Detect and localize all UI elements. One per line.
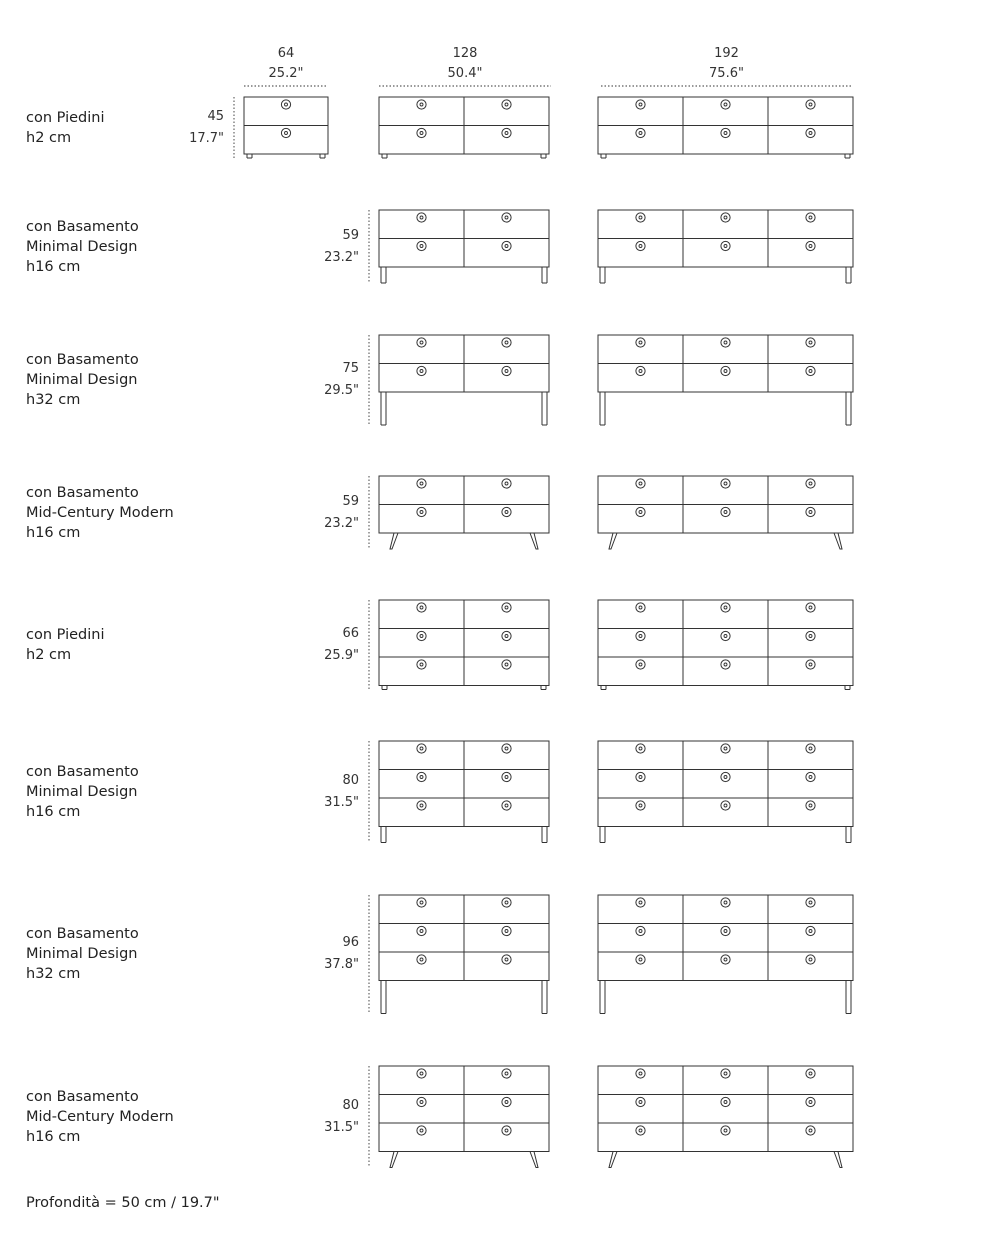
drawer-knob-icon xyxy=(721,241,730,250)
drawer-knob-icon xyxy=(806,631,815,640)
drawer-knob-icon xyxy=(502,744,511,753)
drawer-knob-icon xyxy=(502,366,511,375)
drawer-knob-center-icon xyxy=(505,1101,508,1104)
drawer-knob-icon xyxy=(417,366,426,375)
height-cm-label: 80 xyxy=(342,1097,359,1113)
drawer-knob-center-icon xyxy=(505,482,508,485)
drawer-knob-center-icon xyxy=(420,930,423,933)
width-inch-label: 50.4" xyxy=(447,66,483,81)
drawer-knob-center-icon xyxy=(505,1129,508,1132)
drawer-knob-center-icon xyxy=(505,930,508,933)
cabinet-body xyxy=(598,600,853,686)
drawer-knob-icon xyxy=(502,955,511,964)
drawer-knob-icon xyxy=(417,507,426,516)
row-label-line: con Basamento xyxy=(26,484,139,501)
drawer-knob-center-icon xyxy=(420,804,423,807)
drawer-knob-icon xyxy=(636,926,645,935)
row-label-line: Minimal Design xyxy=(26,238,138,255)
drawer-knob-icon xyxy=(417,128,426,137)
drawer-knob-center-icon xyxy=(809,958,812,961)
row-label-line: h16 cm xyxy=(26,803,81,820)
drawer-knob-center-icon xyxy=(724,747,727,750)
drawer-knob-icon xyxy=(806,744,815,753)
drawer-knob-center-icon xyxy=(639,245,642,248)
mid-century-leg-right xyxy=(530,533,538,549)
drawer-knob-center-icon xyxy=(639,804,642,807)
drawer-knob-icon xyxy=(502,603,511,612)
row-label-line: Mid-Century Modern xyxy=(26,1108,174,1125)
cabinet-body xyxy=(598,1066,853,1152)
drawer-knob-center-icon xyxy=(420,511,423,514)
row-label-line: h16 cm xyxy=(26,524,81,541)
drawer-knob-center-icon xyxy=(724,1101,727,1104)
drawer-knob-center-icon xyxy=(809,663,812,666)
drawer-knob-icon xyxy=(502,926,511,935)
drawer-knob-center-icon xyxy=(639,1101,642,1104)
drawer-knob-icon xyxy=(502,898,511,907)
drawer-knob-icon xyxy=(721,128,730,137)
drawer-knob-icon xyxy=(417,479,426,488)
drawer-knob-center-icon xyxy=(420,482,423,485)
drawer-knob-center-icon xyxy=(724,663,727,666)
drawer-knob-center-icon xyxy=(505,635,508,638)
drawer-knob-icon xyxy=(502,241,511,250)
drawer-knob-icon xyxy=(721,507,730,516)
drawer-knob-center-icon xyxy=(420,606,423,609)
row-label-line: con Piedini xyxy=(26,626,105,643)
drawer-knob-center-icon xyxy=(639,132,642,135)
drawer-knob-center-icon xyxy=(505,958,508,961)
drawer-knob-icon xyxy=(636,100,645,109)
drawer-knob-icon xyxy=(636,507,645,516)
drawer-knob-icon xyxy=(721,338,730,347)
drawer-knob-icon xyxy=(721,898,730,907)
drawer-knob-icon xyxy=(502,100,511,109)
drawer-knob-center-icon xyxy=(639,341,642,344)
drawer-knob-icon xyxy=(806,479,815,488)
drawer-knob-icon xyxy=(417,801,426,810)
drawer-knob-icon xyxy=(721,926,730,935)
drawer-knob-icon xyxy=(721,801,730,810)
drawer-knob-center-icon xyxy=(420,132,423,135)
drawer-knob-icon xyxy=(721,1069,730,1078)
drawer-knob-icon xyxy=(636,128,645,137)
mid-century-leg-left xyxy=(390,1152,398,1168)
drawer-knob-center-icon xyxy=(809,776,812,779)
drawer-knob-center-icon xyxy=(420,1072,423,1075)
drawer-knob-icon xyxy=(806,801,815,810)
row-label-line: con Basamento xyxy=(26,926,139,943)
drawer-knob-center-icon xyxy=(505,901,508,904)
drawer-knob-center-icon xyxy=(505,132,508,135)
row-label-line: Minimal Design xyxy=(26,946,138,963)
drawer-knob-center-icon xyxy=(724,635,727,638)
row-label-line: con Basamento xyxy=(26,763,139,780)
drawer-knob-center-icon xyxy=(285,132,288,135)
drawer-knob-icon xyxy=(502,128,511,137)
drawer-knob-center-icon xyxy=(639,663,642,666)
drawer-knob-icon xyxy=(417,213,426,222)
drawer-knob-center-icon xyxy=(809,245,812,248)
drawer-knob-center-icon xyxy=(505,663,508,666)
drawer-knob-center-icon xyxy=(724,341,727,344)
drawer-knob-icon xyxy=(417,338,426,347)
drawer-knob-center-icon xyxy=(505,103,508,106)
drawer-knob-icon xyxy=(806,100,815,109)
drawer-knob-icon xyxy=(417,898,426,907)
drawer-knob-icon xyxy=(721,366,730,375)
drawer-knob-center-icon xyxy=(639,930,642,933)
drawer-knob-icon xyxy=(502,631,511,640)
drawer-knob-icon xyxy=(806,955,815,964)
drawer-knob-icon xyxy=(636,660,645,669)
drawer-knob-center-icon xyxy=(724,1072,727,1075)
cabinet-body xyxy=(598,895,853,981)
drawer-knob-icon xyxy=(806,213,815,222)
drawer-knob-center-icon xyxy=(809,930,812,933)
drawer-knob-icon xyxy=(806,128,815,137)
drawer-knob-icon xyxy=(636,898,645,907)
drawer-knob-icon xyxy=(721,955,730,964)
drawer-knob-center-icon xyxy=(639,1129,642,1132)
drawer-knob-center-icon xyxy=(505,606,508,609)
drawer-knob-icon xyxy=(502,479,511,488)
drawer-knob-center-icon xyxy=(639,1072,642,1075)
drawer-knob-icon xyxy=(417,926,426,935)
height-inch-label: 25.9" xyxy=(324,647,359,663)
height-inch-label: 23.2" xyxy=(324,515,359,531)
drawer-knob-center-icon xyxy=(505,341,508,344)
drawer-knob-icon xyxy=(806,1097,815,1106)
drawer-knob-center-icon xyxy=(724,216,727,219)
height-inch-label: 31.5" xyxy=(324,1119,359,1135)
drawer-knob-icon xyxy=(417,744,426,753)
drawer-knob-center-icon xyxy=(639,511,642,514)
row-label-line: h2 cm xyxy=(26,129,72,146)
drawer-knob-icon xyxy=(806,507,815,516)
drawer-knob-center-icon xyxy=(639,776,642,779)
depth-note: Profondità = 50 cm / 19.7" xyxy=(26,1195,220,1211)
drawer-knob-icon xyxy=(806,338,815,347)
drawer-knob-icon xyxy=(636,1069,645,1078)
drawer-knob-icon xyxy=(636,241,645,250)
drawer-knob-icon xyxy=(636,744,645,753)
mid-century-leg-right xyxy=(834,533,842,549)
width-cm-label: 192 xyxy=(714,46,739,61)
width-cm-label: 64 xyxy=(277,46,295,61)
drawer-knob-center-icon xyxy=(724,245,727,248)
drawer-knob-center-icon xyxy=(809,606,812,609)
drawer-knob-center-icon xyxy=(809,132,812,135)
drawer-knob-icon xyxy=(636,1126,645,1135)
row-label-line: con Basamento xyxy=(26,218,139,235)
drawer-knob-center-icon xyxy=(639,482,642,485)
drawer-knob-center-icon xyxy=(420,370,423,373)
drawer-knob-icon xyxy=(806,660,815,669)
height-cm-label: 96 xyxy=(342,935,359,951)
drawer-knob-center-icon xyxy=(420,1101,423,1104)
drawer-knob-icon xyxy=(636,1097,645,1106)
drawer-knob-icon xyxy=(417,1097,426,1106)
drawer-knob-icon xyxy=(636,603,645,612)
drawer-knob-center-icon xyxy=(639,958,642,961)
drawer-knob-icon xyxy=(502,1097,511,1106)
drawer-knob-icon xyxy=(806,603,815,612)
height-inch-label: 31.5" xyxy=(324,794,359,810)
mid-century-leg-left xyxy=(609,1152,617,1168)
drawer-knob-icon xyxy=(417,955,426,964)
drawer-knob-center-icon xyxy=(809,1129,812,1132)
drawer-knob-icon xyxy=(721,1097,730,1106)
drawer-knob-center-icon xyxy=(724,482,727,485)
drawer-knob-center-icon xyxy=(724,103,727,106)
drawer-knob-icon xyxy=(502,213,511,222)
drawer-knob-icon xyxy=(636,772,645,781)
height-cm-label: 80 xyxy=(342,772,359,788)
height-inch-label: 17.7" xyxy=(189,130,224,146)
drawer-knob-center-icon xyxy=(420,341,423,344)
drawer-knob-center-icon xyxy=(420,776,423,779)
height-inch-label: 37.8" xyxy=(324,957,359,973)
drawer-knob-center-icon xyxy=(809,482,812,485)
row-label-line: con Piedini xyxy=(26,109,105,126)
drawer-knob-center-icon xyxy=(420,216,423,219)
drawer-knob-center-icon xyxy=(505,804,508,807)
drawer-knob-icon xyxy=(721,213,730,222)
drawer-knob-icon xyxy=(721,479,730,488)
drawer-knob-icon xyxy=(721,100,730,109)
drawer-knob-icon xyxy=(502,1069,511,1078)
mid-century-leg-left xyxy=(390,533,398,549)
drawer-knob-center-icon xyxy=(809,341,812,344)
width-cm-label: 128 xyxy=(452,46,478,61)
drawer-knob-center-icon xyxy=(809,1101,812,1104)
cabinet-body xyxy=(598,741,853,827)
drawer-knob-center-icon xyxy=(505,370,508,373)
drawer-knob-icon xyxy=(636,338,645,347)
drawer-knob-icon xyxy=(417,1126,426,1135)
drawer-knob-center-icon xyxy=(639,901,642,904)
drawer-knob-center-icon xyxy=(505,216,508,219)
drawer-knob-center-icon xyxy=(809,635,812,638)
width-inch-label: 75.6" xyxy=(709,66,744,81)
drawer-knob-center-icon xyxy=(809,216,812,219)
drawer-knob-center-icon xyxy=(809,747,812,750)
drawer-knob-icon xyxy=(721,1126,730,1135)
drawer-knob-icon xyxy=(417,603,426,612)
drawer-knob-center-icon xyxy=(420,245,423,248)
drawer-knob-icon xyxy=(281,128,290,137)
row-label-line: h16 cm xyxy=(26,1128,81,1145)
drawer-knob-center-icon xyxy=(420,747,423,750)
height-cm-label: 75 xyxy=(342,361,359,376)
drawer-knob-center-icon xyxy=(420,635,423,638)
row-label-line: h2 cm xyxy=(26,646,72,663)
drawer-knob-center-icon xyxy=(724,958,727,961)
drawer-knob-center-icon xyxy=(724,776,727,779)
drawer-knob-icon xyxy=(721,660,730,669)
drawer-knob-center-icon xyxy=(505,776,508,779)
drawer-knob-icon xyxy=(636,631,645,640)
drawer-knob-center-icon xyxy=(639,103,642,106)
drawer-knob-center-icon xyxy=(639,370,642,373)
row-label-line: h16 cm xyxy=(26,258,81,275)
drawer-knob-icon xyxy=(636,213,645,222)
drawer-knob-icon xyxy=(806,898,815,907)
drawer-knob-center-icon xyxy=(809,103,812,106)
row-label-line: con Basamento xyxy=(26,352,139,368)
drawer-knob-center-icon xyxy=(809,804,812,807)
drawer-knob-center-icon xyxy=(505,747,508,750)
drawer-knob-icon xyxy=(721,631,730,640)
drawer-knob-center-icon xyxy=(639,747,642,750)
height-cm-label: 59 xyxy=(342,493,359,509)
drawer-knob-center-icon xyxy=(285,103,288,106)
mid-century-leg-right xyxy=(834,1152,842,1168)
row-label-line: Minimal Design xyxy=(26,372,138,388)
drawer-knob-center-icon xyxy=(639,606,642,609)
drawer-knob-center-icon xyxy=(420,663,423,666)
mid-century-leg-left xyxy=(609,533,617,549)
drawer-knob-center-icon xyxy=(420,901,423,904)
drawer-knob-center-icon xyxy=(809,370,812,373)
drawer-knob-icon xyxy=(806,366,815,375)
drawer-knob-icon xyxy=(806,926,815,935)
drawer-knob-center-icon xyxy=(505,1072,508,1075)
drawer-knob-icon xyxy=(806,1126,815,1135)
row-label-line: con Basamento xyxy=(26,1088,139,1105)
row-label-line: h32 cm xyxy=(26,392,81,408)
drawer-knob-icon xyxy=(636,955,645,964)
drawer-knob-center-icon xyxy=(809,511,812,514)
drawer-knob-icon xyxy=(502,507,511,516)
height-cm-label: 45 xyxy=(207,108,224,124)
drawer-knob-icon xyxy=(806,772,815,781)
drawer-knob-icon xyxy=(806,241,815,250)
drawer-knob-center-icon xyxy=(724,132,727,135)
drawer-knob-icon xyxy=(636,801,645,810)
drawer-knob-center-icon xyxy=(639,635,642,638)
row-label-line: Mid-Century Modern xyxy=(26,504,174,521)
drawer-knob-icon xyxy=(721,772,730,781)
drawer-knob-icon xyxy=(502,772,511,781)
drawer-knob-icon xyxy=(636,366,645,375)
drawer-knob-icon xyxy=(502,660,511,669)
row-label-line: h32 cm xyxy=(26,966,81,983)
drawer-knob-center-icon xyxy=(724,901,727,904)
drawer-knob-icon xyxy=(417,241,426,250)
drawer-knob-icon xyxy=(502,801,511,810)
drawer-knob-center-icon xyxy=(809,901,812,904)
drawer-knob-center-icon xyxy=(724,930,727,933)
drawer-knob-center-icon xyxy=(724,370,727,373)
drawer-knob-center-icon xyxy=(724,804,727,807)
drawer-knob-icon xyxy=(417,772,426,781)
drawer-knob-center-icon xyxy=(420,1129,423,1132)
height-cm-label: 66 xyxy=(342,625,359,641)
drawer-knob-icon xyxy=(502,1126,511,1135)
drawer-knob-center-icon xyxy=(809,1072,812,1075)
drawer-knob-icon xyxy=(417,100,426,109)
height-inch-label: 23.2" xyxy=(324,249,359,265)
mid-century-leg-right xyxy=(530,1152,538,1168)
drawer-knob-icon xyxy=(721,603,730,612)
height-inch-label: 29.5" xyxy=(324,383,359,398)
drawer-knob-icon xyxy=(721,744,730,753)
drawer-knob-icon xyxy=(806,1069,815,1078)
drawer-knob-icon xyxy=(281,100,290,109)
drawer-knob-center-icon xyxy=(724,511,727,514)
row-label-line: Minimal Design xyxy=(26,783,138,800)
drawer-knob-center-icon xyxy=(724,606,727,609)
height-cm-label: 59 xyxy=(342,227,359,243)
drawer-knob-icon xyxy=(636,479,645,488)
drawer-knob-center-icon xyxy=(724,1129,727,1132)
drawer-knob-center-icon xyxy=(420,103,423,106)
drawer-knob-icon xyxy=(417,660,426,669)
drawer-knob-center-icon xyxy=(420,958,423,961)
drawer-knob-center-icon xyxy=(505,511,508,514)
width-inch-label: 25.2" xyxy=(268,66,304,81)
drawer-knob-center-icon xyxy=(505,245,508,248)
drawer-knob-icon xyxy=(502,338,511,347)
drawer-knob-center-icon xyxy=(639,216,642,219)
drawer-knob-icon xyxy=(417,1069,426,1078)
drawer-knob-icon xyxy=(417,631,426,640)
